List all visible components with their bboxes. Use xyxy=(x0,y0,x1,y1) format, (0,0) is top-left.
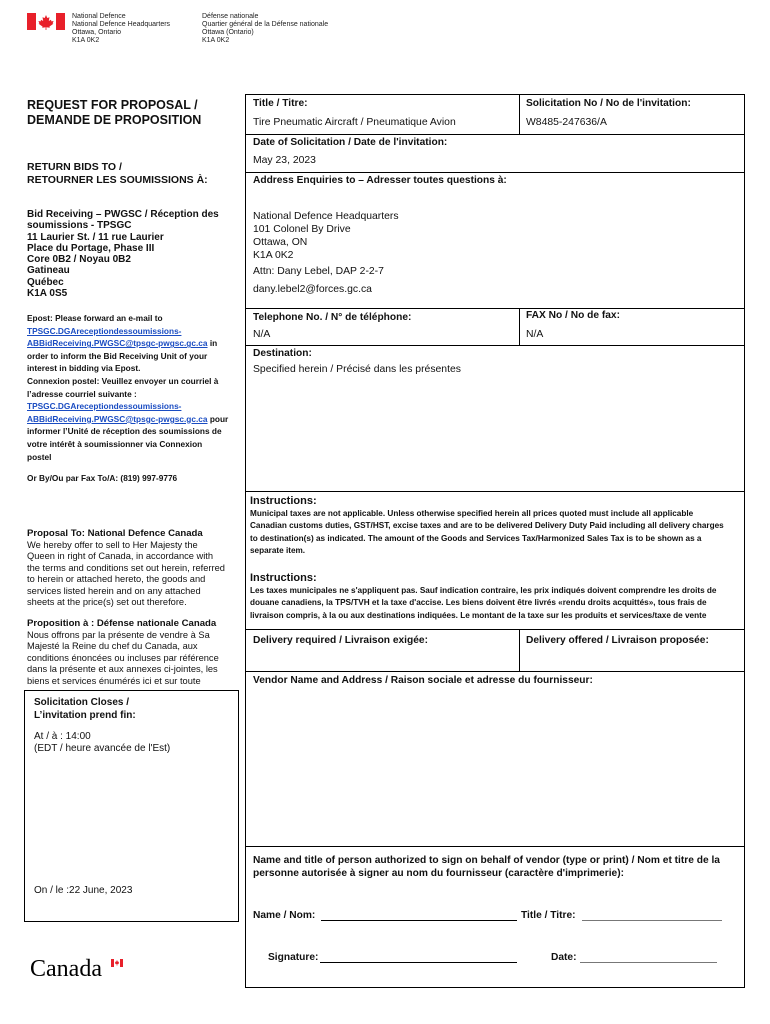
closes-title-line: L’invitation prend fin: xyxy=(34,710,136,721)
solicitation-number-label: Solicitation No / No de l'invitation: xyxy=(526,98,691,109)
header-en-line: National Defence xyxy=(72,13,126,20)
connexion-email-link[interactable]: ABBidReceiving.PWGSC@tpsgc-pwgsc.gc.ca xyxy=(27,413,208,424)
epost-line: l’adresse courriel suivante : xyxy=(27,388,137,399)
proposal-fr-line: dans la présente et aux annexes ci-jointes, les xyxy=(27,664,218,675)
table-rule xyxy=(245,308,745,309)
solicitation-date-value: May 23, 2023 xyxy=(253,155,316,166)
title-line: DEMANDE DE PROPOSITION xyxy=(27,113,202,127)
address-line: Gatineau xyxy=(27,265,70,277)
closes-date: On / le :22 June, 2023 xyxy=(34,885,133,896)
proposal-en-line: We hereby offer to sell to Her Majesty the xyxy=(27,540,198,550)
table-rule xyxy=(245,345,745,346)
instructions-fr-line: livraison compris, à la ou aux destinations indiquées. Le montant de la taxe sur les produits et services/taxe de vente xyxy=(250,610,707,620)
proposal-en-line: services listed herein and on any attached xyxy=(27,585,201,596)
table-rule xyxy=(245,172,745,173)
epost-line: in xyxy=(207,338,218,349)
destination-value: Specified herein / Précisé dans les présentes xyxy=(253,364,461,375)
canada-wordmark-text: Canada xyxy=(30,956,102,982)
header-en-line: K1A 0K2 xyxy=(72,37,100,44)
enquiries-address-line: National Defence Headquarters xyxy=(253,211,399,222)
fax-number-value: N/A xyxy=(526,329,544,340)
header-en-line: National Defence Headquarters xyxy=(72,21,171,28)
title-label: Title / Titre: xyxy=(253,98,308,109)
instructions-fr-line: Les taxes municipales ne s'appliquent pas. Sauf indication contraire, les prix indiqués doivent comprendre les droits de xyxy=(250,586,717,595)
epost-line: interest in bidding via Epost. xyxy=(27,363,141,374)
epost-line: pour xyxy=(207,413,229,424)
epost-line: Epost: Please forward an e-mail to xyxy=(27,313,163,323)
table-rule xyxy=(245,671,745,672)
fax-number-label: FAX No / No de fax: xyxy=(526,310,620,321)
authorized-person-line: Name and title of person authorized to sign on behalf of vendor (type or print) / Nom et titre de la xyxy=(253,855,720,866)
epost-instructions xyxy=(27,312,237,463)
instructions-en-line: separate item. xyxy=(250,546,306,556)
instructions-en-line: to destination(s) as indicated. The amount of the Goods and Services Tax/Harmonized Sales Tax is to be shown as a xyxy=(250,533,702,543)
table-vrule xyxy=(519,308,520,345)
proposal-en-line: the terms and conditions set out herein, referred xyxy=(27,562,225,573)
instructions-en-line: Municipal taxes are not applicable. Unless otherwise specified herein all prices quoted must include all applicable xyxy=(250,509,694,518)
return-bids-line: RETOURNER LES SOUMISSIONS À: xyxy=(27,173,208,186)
telephone-label: Telephone No. / N° de téléphone: xyxy=(253,312,412,323)
vendor-name-field[interactable] xyxy=(321,920,517,921)
closes-time-line: (EDT / heure avancée de l'Est) xyxy=(34,743,171,754)
header-en-line: Ottawa, Ontario xyxy=(72,29,122,36)
proposal-fr-line: conditions énoncées ou incluses par référence xyxy=(27,652,219,663)
address-line: Core 0B2 / Noyau 0B2 xyxy=(27,254,131,266)
connexion-email-link[interactable]: TPSGC.DGAreceptiondessoumissions- xyxy=(27,401,182,412)
wordmark-flag-icon xyxy=(111,959,123,967)
header-en-address xyxy=(72,13,170,45)
table-vrule xyxy=(519,94,520,134)
proposal-en-line: sheets at the price(s) set out therefore. xyxy=(27,597,187,608)
proposal-fr-line: Majesté la Reine du chef du Canada, aux xyxy=(27,641,198,652)
signature-label: Signature: xyxy=(268,952,319,963)
fax-line: Or By/Ou par Fax To/A: (819) 997-9776 xyxy=(27,473,178,483)
canada-flag-icon xyxy=(27,13,65,30)
table-vrule xyxy=(519,629,520,671)
address-line: Place du Portage, Phase III xyxy=(27,242,155,254)
instructions-en xyxy=(250,508,745,558)
authorized-person-line: personne autorisée à signer au nom du fournisseur (caractère d'imprimerie): xyxy=(253,868,624,879)
return-bids-heading xyxy=(27,161,208,186)
delivery-required-label: Delivery required / Livraison exigée: xyxy=(253,635,428,646)
closes-title-line: Solicitation Closes / xyxy=(34,697,130,708)
table-rule xyxy=(245,134,745,135)
solicitation-number-value: W8485-247636/A xyxy=(526,117,607,128)
closes-time xyxy=(34,731,170,755)
vendor-label: Vendor Name and Address / Raison sociale et adresse du fournisseur: xyxy=(253,675,593,686)
solicitation-closes-box xyxy=(24,690,239,922)
header-fr-line: Ottawa (Ontario) xyxy=(202,29,254,36)
title-value: Tire Pneumatic Aircraft / Pneumatique Avion xyxy=(253,117,456,128)
contact-email[interactable]: dany.lebel2@forces.gc.ca xyxy=(253,284,372,295)
closes-time-line: At / à : 14:00 xyxy=(34,731,91,742)
instructions-en-title: Instructions: xyxy=(250,495,317,507)
proposal-en-line: Queen in right of Canada, in accordance with xyxy=(27,551,214,562)
header-fr-line: Quartier général de la Défense nationale xyxy=(202,21,329,28)
proposal-en-title: Proposal To: National Defence Canada xyxy=(27,528,203,539)
instructions-en-line: Canadian customs duties, GST/HST, excise taxes and are to be delivered Delivery Duty Paid including all delivery charges xyxy=(250,521,724,531)
epost-email-link[interactable]: TPSGC.DGAreceptiondessoumissions- xyxy=(27,325,182,336)
proposal-en xyxy=(27,528,237,608)
table-rule xyxy=(245,846,745,847)
proposal-fr-line: Nous offrons par la présente de vendre à Sa xyxy=(27,630,210,640)
telephone-value: N/A xyxy=(253,329,271,340)
document-title xyxy=(27,98,201,128)
epost-line: Connexion postel: Veuillez envoyer un courriel à xyxy=(27,375,219,386)
instructions-fr-title: Instructions: xyxy=(250,572,317,584)
table-rule xyxy=(245,629,745,630)
instructions-fr xyxy=(250,585,745,627)
closes-title xyxy=(34,696,136,722)
table-rule xyxy=(245,491,745,492)
enquiries-address-line: K1A 0K2 xyxy=(253,250,294,261)
epost-line: order to inform the Bid Receiving Unit of your xyxy=(27,350,208,361)
proposal-en-line: to herein or attached hereto, the goods and xyxy=(27,574,206,585)
epost-line: informer l’Unité de réception des soumissions de xyxy=(27,426,222,437)
address-line: Québec xyxy=(27,276,64,288)
signature-date-field[interactable] xyxy=(580,962,717,963)
epost-email-link[interactable]: ABBidReceiving.PWGSC@tpsgc-pwgsc.gc.ca xyxy=(27,338,208,349)
epost-line: votre intérêt à soumissionner via Connexion xyxy=(27,438,203,449)
header-fr-line: K1A 0K2 xyxy=(202,37,230,44)
enquiries-address-line: 101 Colonel By Drive xyxy=(253,224,351,235)
canada-wordmark xyxy=(30,956,102,983)
title-line: REQUEST FOR PROPOSAL / xyxy=(27,98,198,112)
enquiries-address xyxy=(253,210,399,262)
delivery-offered-label: Delivery offered / Livraison proposée: xyxy=(526,635,709,646)
address-line: soumissions - TPSGC xyxy=(27,220,132,232)
destination-label: Destination: xyxy=(253,348,312,359)
bid-receiving-address xyxy=(27,209,219,299)
vendor-title-field[interactable] xyxy=(582,920,722,921)
instructions-fr-line: douane canadiens, la TPS/TVH et la taxe d'accise. Les biens doivent être livrés «rendu droits acquittés», tous frais de xyxy=(250,598,707,608)
proposal-fr-title: Proposition à : Défense nationale Canada xyxy=(27,618,217,629)
attention-line: Attn: Dany Lebel, DAP 2-2-7 xyxy=(253,266,384,277)
authorized-person-label xyxy=(253,854,720,880)
header-fr-line: Défense nationale xyxy=(202,13,259,20)
return-bids-line: RETURN BIDS TO / xyxy=(27,161,122,173)
signature-date-label: Date: xyxy=(551,952,577,963)
proposal-fr xyxy=(27,618,239,694)
address-enquiries-label: Address Enquiries to – Adresser toutes questions à: xyxy=(253,175,507,186)
solicitation-date-label: Date of Solicitation / Date de l'invitation: xyxy=(253,137,448,148)
proposal-fr-line: biens et services énumérés ici et sur toute xyxy=(27,675,201,686)
vendor-name-label: Name / Nom: xyxy=(253,910,316,921)
enquiries-address-line: Ottawa, ON xyxy=(253,237,308,248)
address-line: K1A 0S5 xyxy=(27,288,68,300)
header-fr-address xyxy=(202,13,328,45)
vendor-title-label: Title / Titre: xyxy=(521,910,576,921)
signature-field[interactable] xyxy=(320,962,517,963)
address-line: 11 Laurier St. / 11 rue Laurier xyxy=(27,231,164,243)
address-line: Bid Receiving – PWGSC / Réception des xyxy=(27,209,219,220)
epost-line: postel xyxy=(27,451,52,462)
